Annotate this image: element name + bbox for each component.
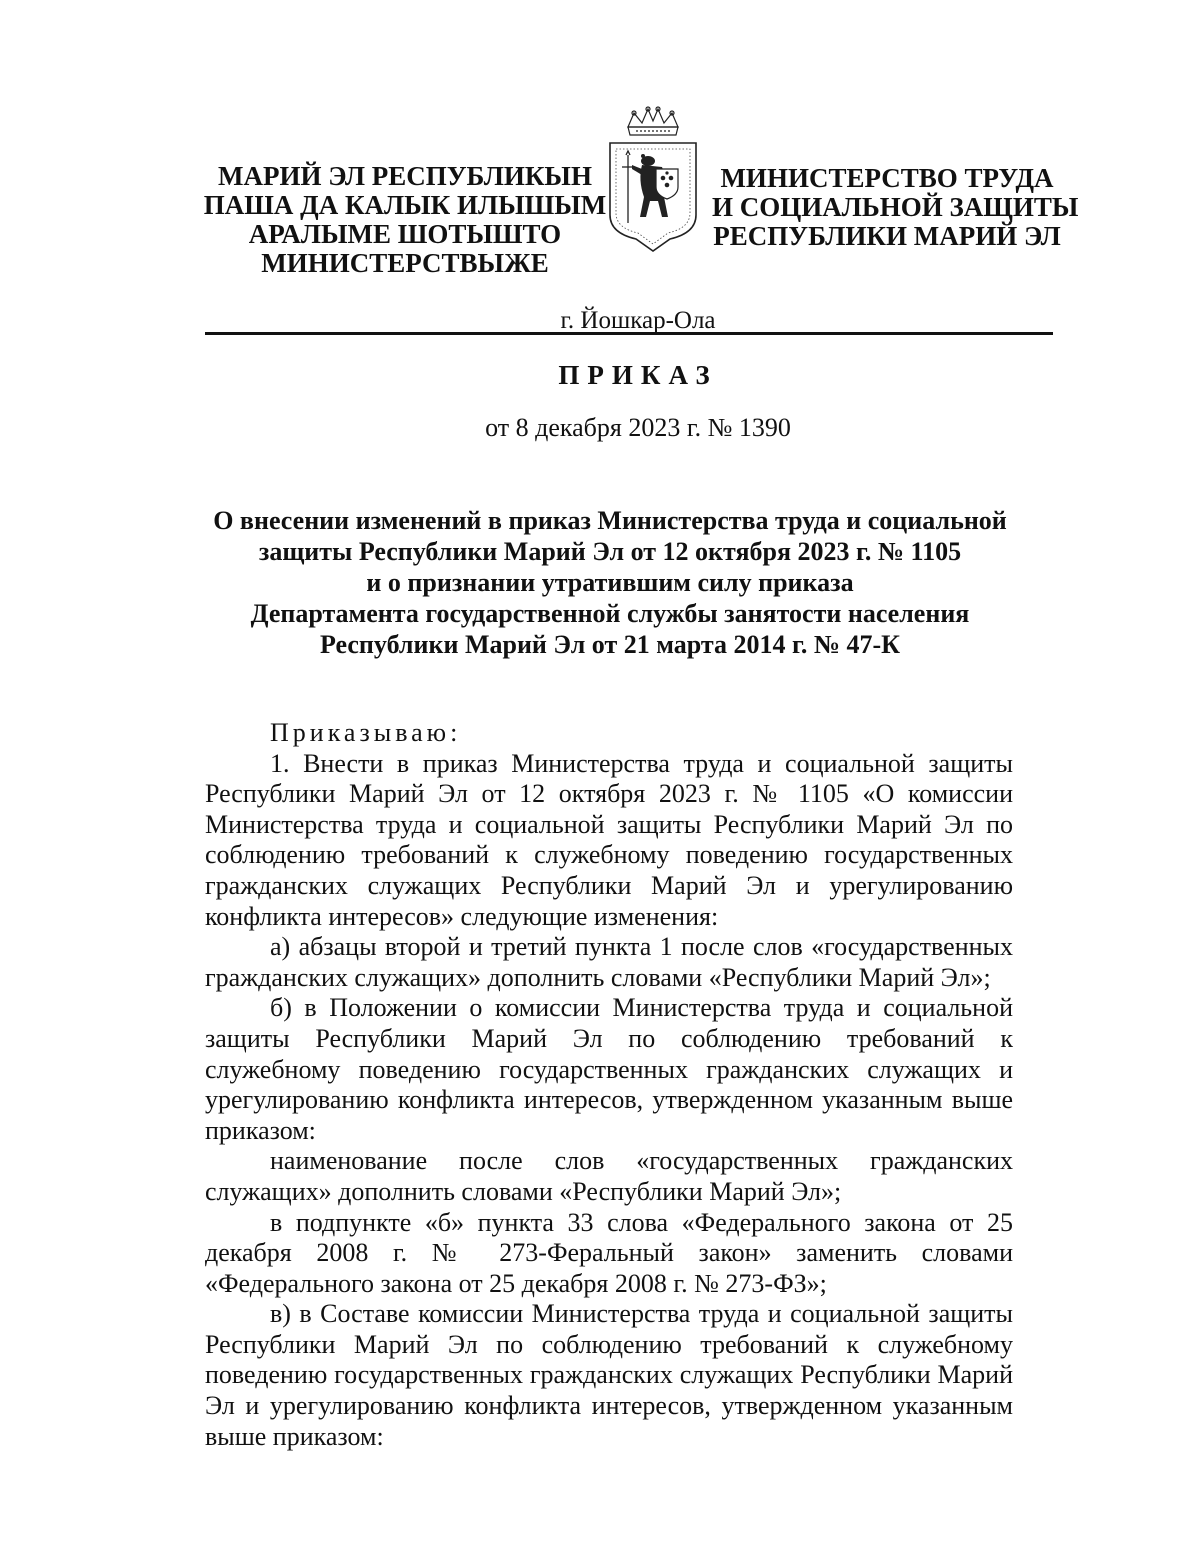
body-paragraph: б) в Положении о комиссии Министерства труда и социальной защиты Республики Марий Эл по соблюдению требований к служебному поведению государственных гражданских служащих и урегулированию конфликта интересов, утвержденном указанным выше приказом:: [205, 993, 1013, 1145]
body-paragraph: в) в Составе комиссии Министерства труда и социальной защиты Республики Марий Эл по соблюдению требований к служебному поведению государственных гражданских служащих Республики Марий Эл и урегулированию конфликта интересов, утвержденном указанным выше приказом:: [205, 1299, 1013, 1451]
order-subject-line: защиты Республики Марий Эл от 12 октября 2023 г. № 1105: [258, 537, 962, 566]
body-paragraph: в подпункте «б» пункта 33 слова «Федерального закона от 25 декабря 2008 г. № 273-Феральный закон» заменить словами «Федерального закона от 25 декабря 2008 г. № 273-ФЗ»;: [205, 1207, 1013, 1298]
order-subject-line: Департамента государственной службы занятости населения: [250, 599, 970, 628]
ministry-name-russian-line: МИНИСТЕРСТВО ТРУДА: [720, 163, 1054, 193]
ministry-name-mari: [200, 162, 610, 278]
coat-of-arms-icon: [598, 105, 708, 257]
order-date-number: от 8 декабря 2023 г. № 1390: [485, 413, 791, 442]
body-paragraph: а) абзацы второй и третий пункта 1 после слов «государственных гражданских служащих» дополнить словами «Республики Марий Эл»;: [205, 932, 1013, 992]
body-paragraph: наименование после слов «государственных гражданских служащих» дополнить словами «Республики Марий Эл»;: [205, 1146, 1013, 1206]
order-subject-line: и о признании утратившим силу приказа: [366, 568, 854, 597]
city-name: г. Йошкар-Ола: [560, 307, 716, 334]
ministry-name-mari-line: АРАЛЫМЕ ШОТЫШТО: [248, 219, 562, 249]
decree-word: Приказываю:: [270, 718, 462, 747]
ministry-name-mari-line: МИНИСТЕРСТВЫЖЕ: [261, 248, 549, 278]
order-title: ПРИКАЗ: [558, 360, 718, 390]
order-body: [205, 718, 1013, 1452]
order-subject-line: О внесении изменений в приказ Министерства труда и социальной: [213, 506, 1007, 535]
ministry-name-russian-line: РЕСПУБЛИКИ МАРИЙ ЭЛ: [713, 221, 1061, 251]
order-subject: [190, 505, 1030, 660]
ministry-name-russian-line: И СОЦИАЛЬНОЙ ЗАЩИТЫ: [712, 192, 1079, 222]
body-paragraph: 1. Внести в приказ Министерства труда и социальной защиты Республики Марий Эл от 12 октября 2023 г. № 1105 «О комиссии Министерства труда и социальной защиты Республики Марий Эл по соблюдению требований к служебному поведению государственных гражданских служащих Республики Марий Эл и урегулированию конфликта интересов» следующие изменения:: [205, 748, 1013, 931]
ministry-name-mari-line: МАРИЙ ЭЛ РЕСПУБЛИКЫН: [218, 161, 592, 191]
header-divider: [205, 332, 1053, 335]
ministry-name-mari-line: ПАША ДА КАЛЫК ИЛЫШЫМ: [203, 190, 607, 220]
ministry-name-russian: [712, 163, 1079, 251]
order-subject-line: Республики Марий Эл от 21 марта 2014 г. № 47-К: [320, 630, 900, 659]
